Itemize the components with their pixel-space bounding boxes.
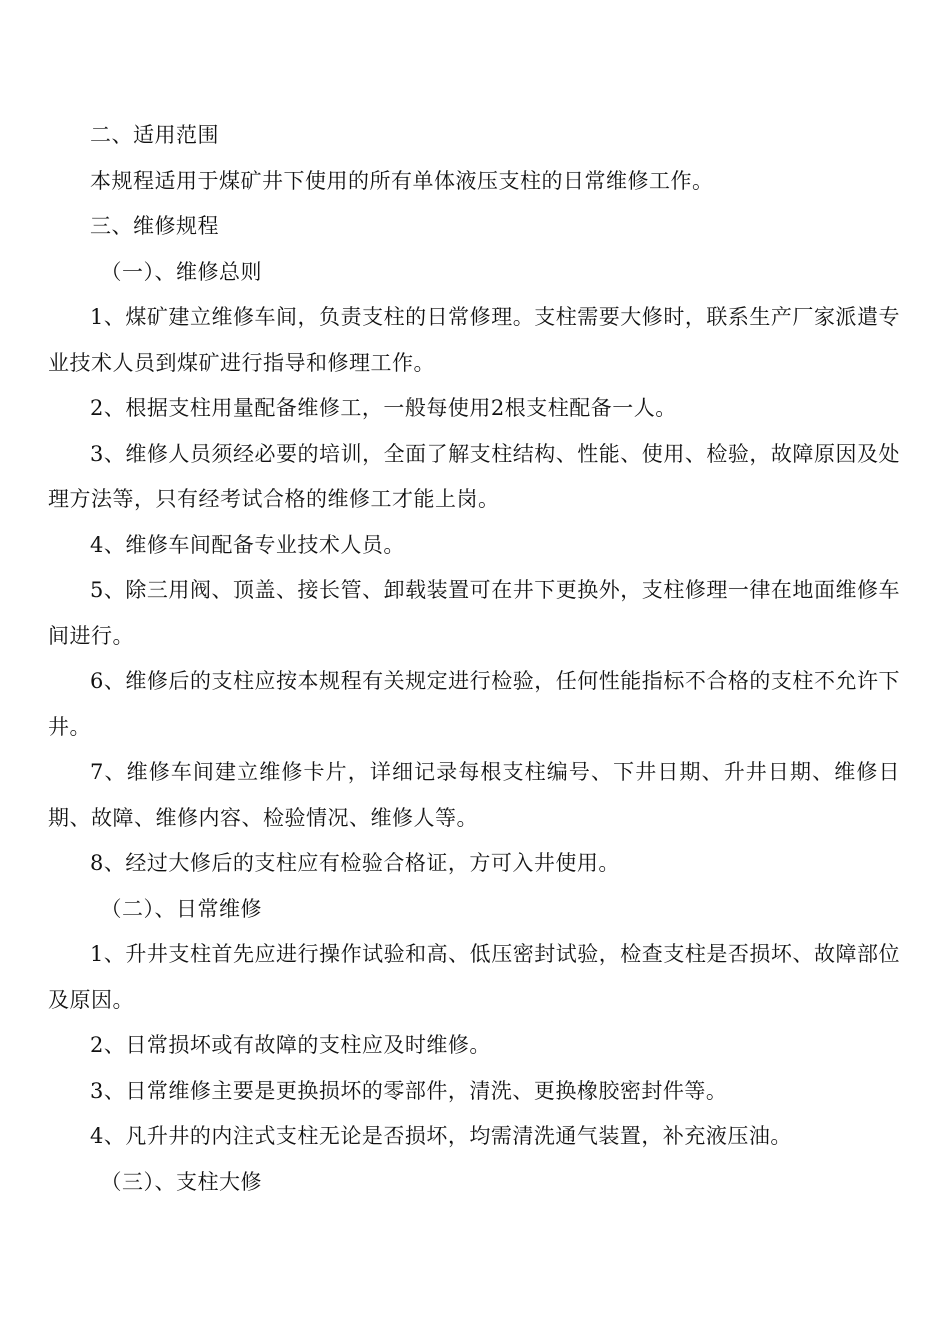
rule-item: 8、经过大修后的支柱应有检验合格证，方可入井使用。 (90, 851, 620, 875)
subsection-heading: （一）、维修总则 (100, 259, 262, 284)
rule-item: 3、日常维修主要是更换损坏的零部件，清洗、更换橡胶密封件等。 (90, 1078, 728, 1103)
section-heading: 二、适用范围 (90, 123, 219, 147)
document-body (48, 113, 900, 1205)
subsection-heading: （二）、日常维修 (100, 896, 262, 921)
subsection-heading: （三）、支柱大修 (100, 1169, 262, 1194)
rule-item: 2、日常损坏或有故障的支柱应及时维修。 (90, 1033, 491, 1057)
section-heading: 三、维修规程 (90, 214, 219, 238)
rule-item: 4、凡升井的内注式支柱无论是否损坏，均需清洗通气装置，补充液压油。 (90, 1124, 792, 1148)
rule-item: 1、煤矿建立维修车间，负责支柱的日常修理。支柱需要大修时，联系生产厂家派遣专业技术人员到煤矿进行指导和修理工作。 (48, 305, 900, 375)
rule-item: 5、除三用阀、顶盖、接长管、卸载装置可在井下更换外，支柱修理一律在地面维修车间进行。 (48, 578, 900, 648)
rule-item: 7、维修车间建立维修卡片，详细记录每根支柱编号、下井日期、升井日期、维修日期、故障、维修内容、检验情况、维修人等。 (48, 760, 900, 830)
rule-item: 1、升井支柱首先应进行操作试验和高、低压密封试验，检查支柱是否损坏、故障部位及原因。 (48, 942, 900, 1012)
rule-item: 4、维修车间配备专业技术人员。 (90, 532, 405, 557)
rule-item: 3、维修人员须经必要的培训，全面了解支柱结构、性能、使用、检验，故障原因及处理方法等，只有经考试合格的维修工才能上岗。 (48, 441, 900, 511)
rule-item: 2、根据支柱用量配备维修工，一般每使用2根支柱配备一人。 (90, 396, 677, 420)
rule-item: 6、维修后的支柱应按本规程有关规定进行检验，任何性能指标不合格的支柱不允许下井。 (48, 669, 900, 739)
paragraph: 本规程适用于煤矿井下使用的所有单体液压支柱的日常维修工作。 (90, 168, 714, 193)
